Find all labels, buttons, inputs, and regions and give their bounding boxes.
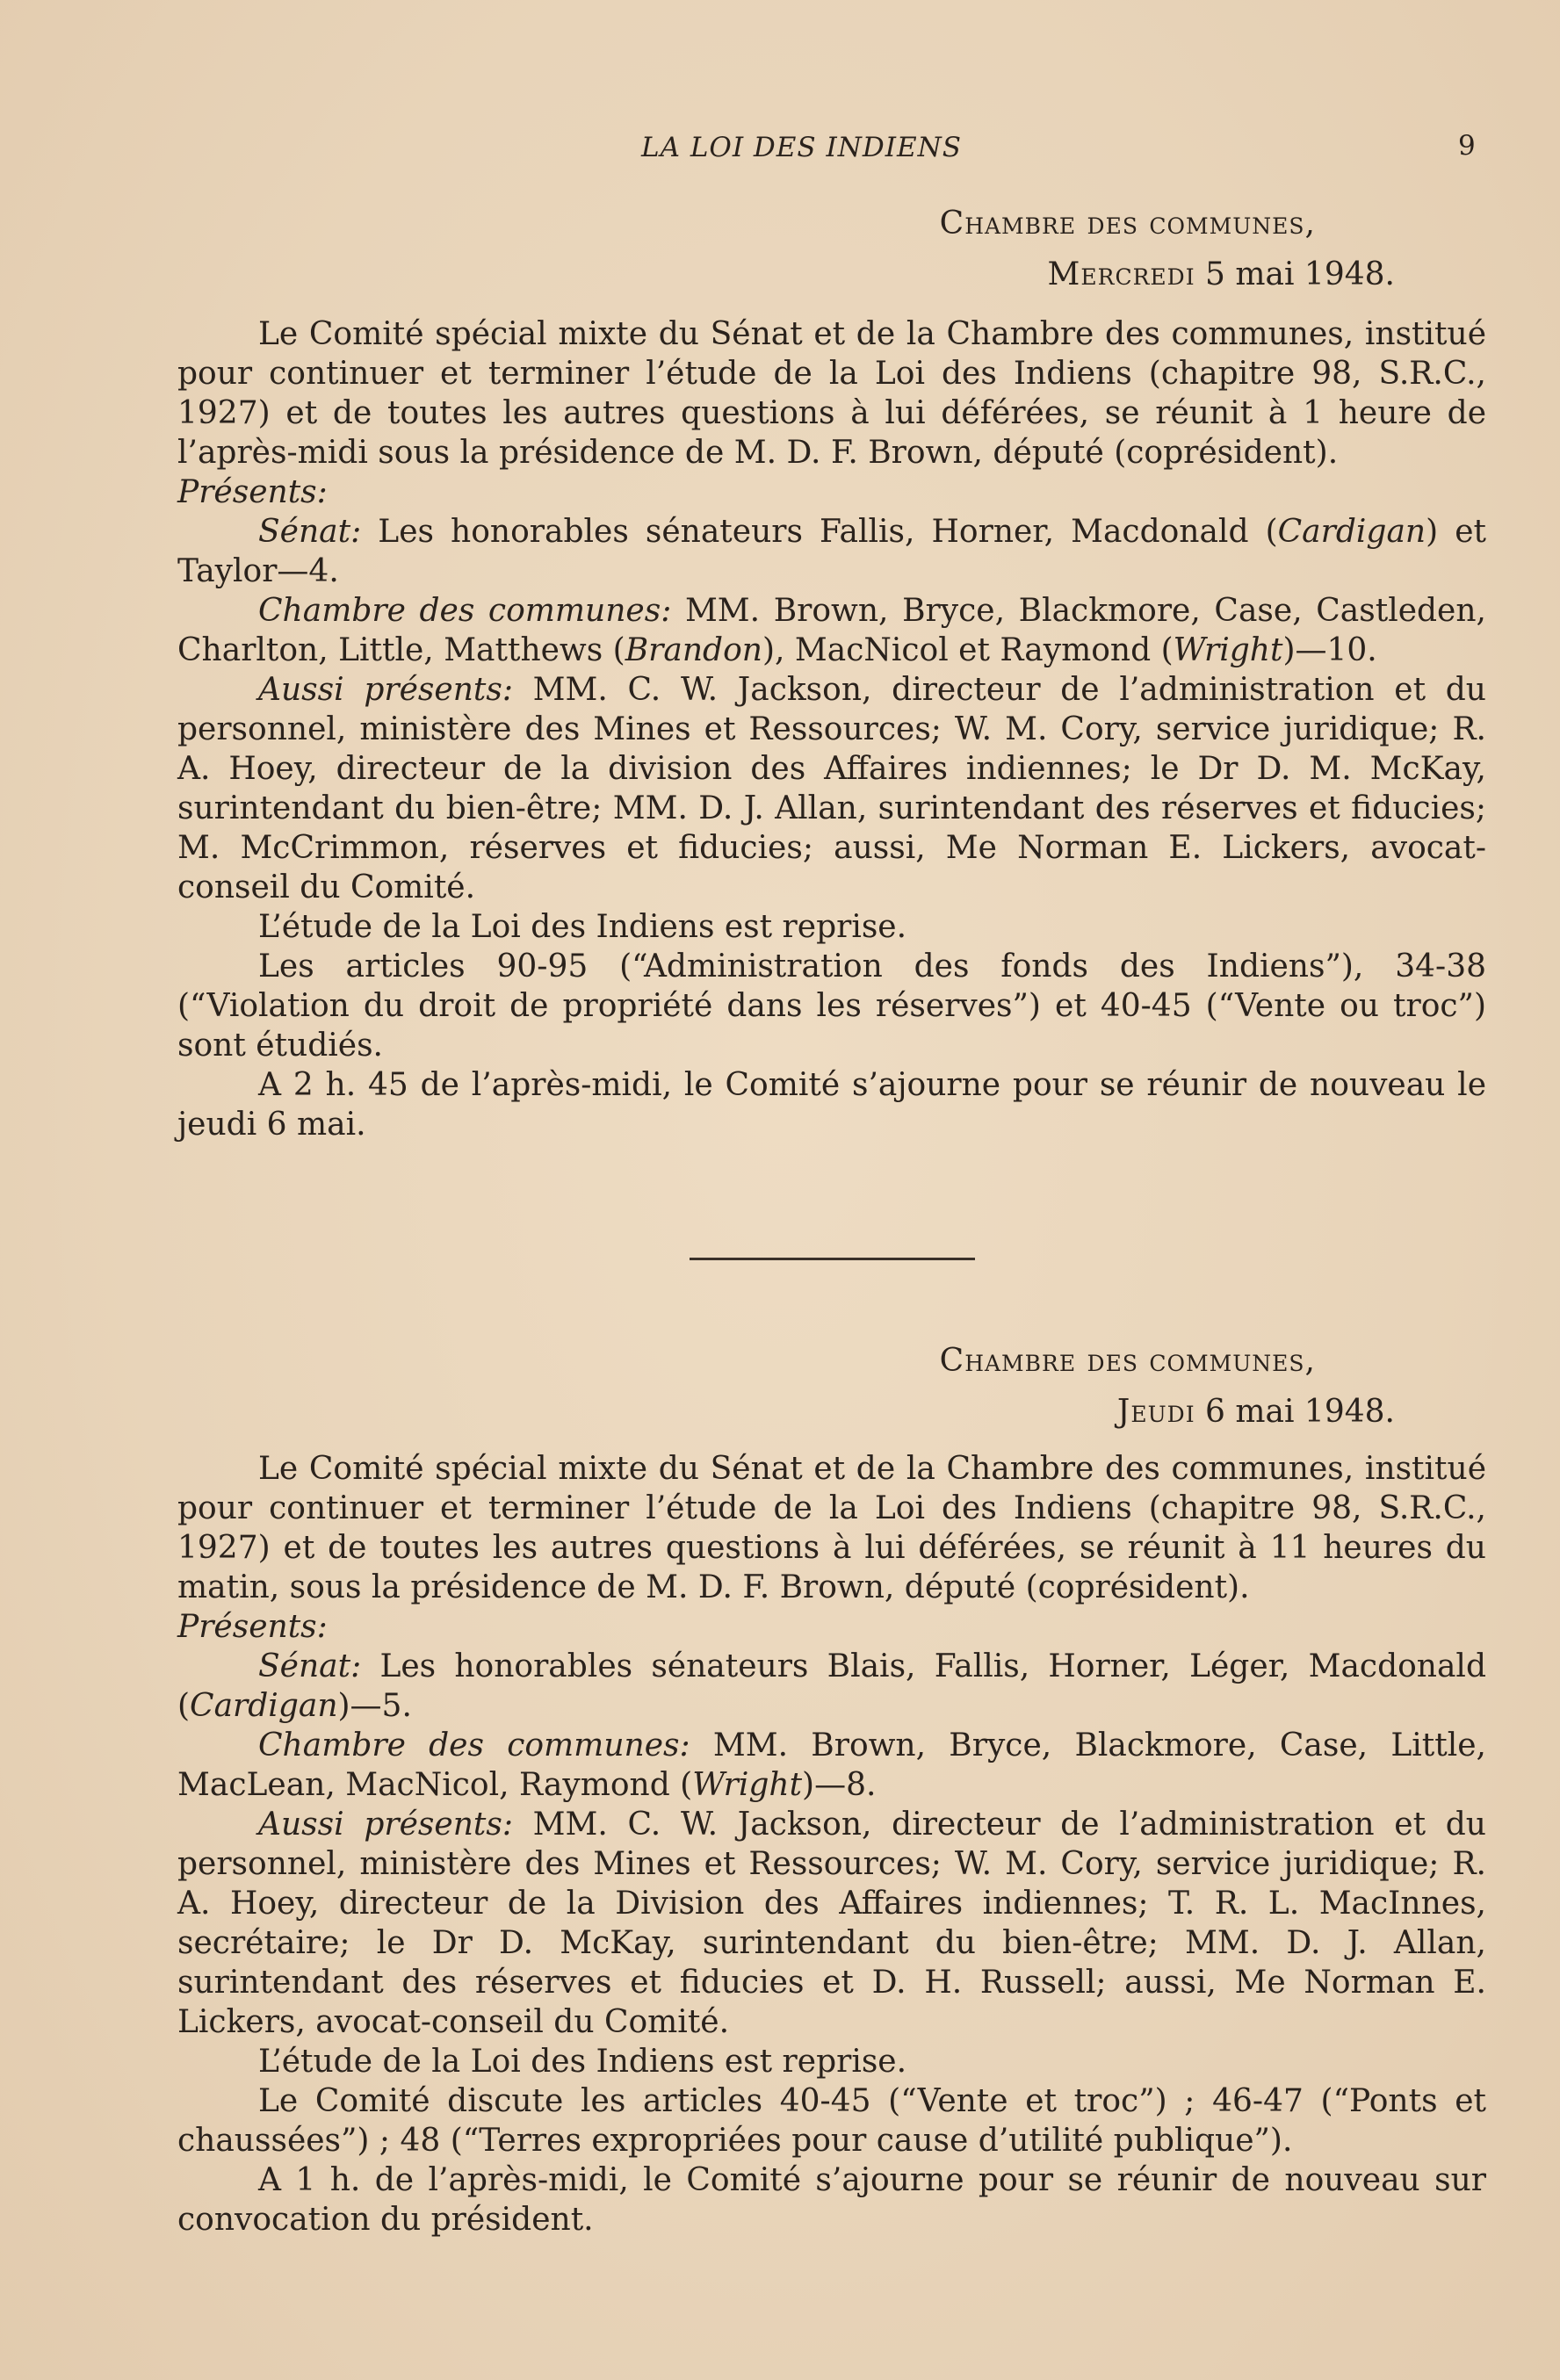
minutes-paragraph: Les articles 90-95 (“Administration des fonds des Indiens”), 34-38 (“Violation du droit de propriété dans les réserves”) et 40-45 (“Vente ou troc”) sont étudiés. (177, 948, 1486, 1064)
commons-attendance (177, 1726, 1486, 1805)
senate-count: ) et Taylor—4. (177, 514, 1486, 589)
commons-members-cont: ), MacNicol et Raymond ( (762, 632, 1174, 668)
minutes-paragraph: A 1 h. de l’après-midi, le Comité s’ajourne pour se réunir de nouveau sur convocation du président. (177, 2162, 1486, 2238)
meeting-place: Chambre des communes, (939, 1343, 1316, 1379)
riding-name: Cardigan (1277, 514, 1426, 550)
section-divider (690, 1258, 975, 1260)
commons-count: )—8. (802, 1767, 877, 1803)
running-header (0, 132, 1560, 167)
commons-members: MM. Brown, Bryce, Blackmore, Case, Little, MacLean, MacNicol, Raymond ( (177, 1727, 1486, 1803)
also-present-list: MM. C. W. Jackson, directeur de l’administration et du personnel, ministère des Mines et Ressources; W. M. Cory, service juridique; R. A. Hoey, directeur de la Division des Affaires indiennes; T. R. L. MacInnes, secrétaire; le Dr D. McKay, surintendant du bien-être; MM. D. J. Allan, surintendant des réserves et fiducies et D. H. Russell; aussi, Me Norman E. Lickers, avocat-conseil du Comité. (177, 1807, 1486, 2040)
also-present-list: MM. C. W. Jackson, directeur de l’administration et du personnel, ministère des Mines et Ressources; W. M. Cory, service juridique; R. A. Hoey, directeur de la division des Affaires indiennes; le Dr D. M. McKay, surintendant du bien-être; MM. D. J. Allan, surintendant des réserves et fiducies; M. McCrimmon, réserves et fiducies; aussi, Me Norman E. Lickers, avocat-conseil du Comité. (177, 672, 1486, 905)
minutes-paragraph: Le Comité discute les articles 40-45 (“Vente et troc”) ; 46-47 (“Ponts et chaussées”) ; 48 (“Terres expropriées pour cause d’utilité publique”). (177, 2083, 1486, 2159)
meeting-date-line (940, 1387, 1395, 1438)
also-present (177, 1805, 1486, 2042)
running-title: LA LOI DES INDIENS (641, 132, 962, 163)
present-label: Présents: (177, 1609, 328, 1645)
riding-name: Cardigan (190, 1688, 338, 1724)
riding-name: Wright (1173, 632, 1283, 668)
commons-attendance (177, 591, 1486, 670)
also-present-label: Aussi présents: (258, 1807, 513, 1843)
meeting-day: Mercredi (1047, 256, 1195, 292)
commons-count: )—10. (1282, 632, 1377, 668)
minutes-paragraph: L’étude de la Loi des Indiens est reprise. (258, 2044, 907, 2080)
meeting-1-minutes (177, 314, 1486, 1144)
meeting-date: 5 mai 1948. (1205, 256, 1395, 292)
meeting-2-heading (940, 1336, 1395, 1438)
commons-label: Chambre des communes: (258, 1727, 690, 1763)
senate-members: Les honorables sénateurs Fallis, Horner, Macdonald ( (378, 514, 1278, 550)
senate-count: )—5. (337, 1688, 412, 1724)
senate-members: Les honorables sénateurs Blais, Fallis, Horner, Léger, Macdonald ( (177, 1648, 1486, 1724)
senate-label: Sénat: (258, 1648, 362, 1684)
also-present-label: Aussi présents: (258, 672, 513, 708)
meeting-date: 6 mai 1948. (1205, 1394, 1395, 1430)
present-label: Présents: (177, 474, 328, 510)
meeting-1-heading (940, 198, 1395, 300)
meeting-place: Chambre des communes, (939, 206, 1316, 242)
meeting-intro: Le Comité spécial mixte du Sénat et de la Chambre des communes, institué pour continuer et terminer l’étude de la Loi des Indiens (chapitre 98, S.R.C., 1927) et de toutes les autres questions à lui déférées, se réunit à 1 heure de l’après-midi sous la présidence de M. D. F. Brown, député (coprésident). (177, 316, 1486, 471)
meeting-2-minutes (177, 1449, 1486, 2239)
riding-name: Brandon (625, 632, 762, 668)
page-number: 9 (1458, 130, 1476, 162)
senate-attendance (177, 512, 1486, 591)
commons-label: Chambre des communes: (258, 593, 672, 629)
senate-attendance (177, 1647, 1486, 1726)
senate-label: Sénat: (258, 514, 362, 550)
riding-name: Wright (692, 1767, 803, 1803)
minutes-paragraph: A 2 h. 45 de l’après-midi, le Comité s’ajourne pour se réunir de nouveau le jeudi 6 mai. (177, 1067, 1486, 1143)
also-present (177, 670, 1486, 907)
meeting-intro: Le Comité spécial mixte du Sénat et de la Chambre des communes, institué pour continuer et terminer l’étude de la Loi des Indiens (chapitre 98, S.R.C., 1927) et de toutes les autres questions à lui déférées, se réunit à 11 heures du matin, sous la présidence de M. D. F. Brown, député (coprésident). (177, 1451, 1486, 1605)
commons-members: MM. Brown, Bryce, Blackmore, Case, Castleden, Charlton, Little, Matthews ( (177, 593, 1486, 668)
meeting-date-line (940, 249, 1395, 300)
meeting-day: Jeudi (1116, 1394, 1195, 1430)
minutes-paragraph: L’étude de la Loi des Indiens est reprise. (258, 909, 907, 945)
